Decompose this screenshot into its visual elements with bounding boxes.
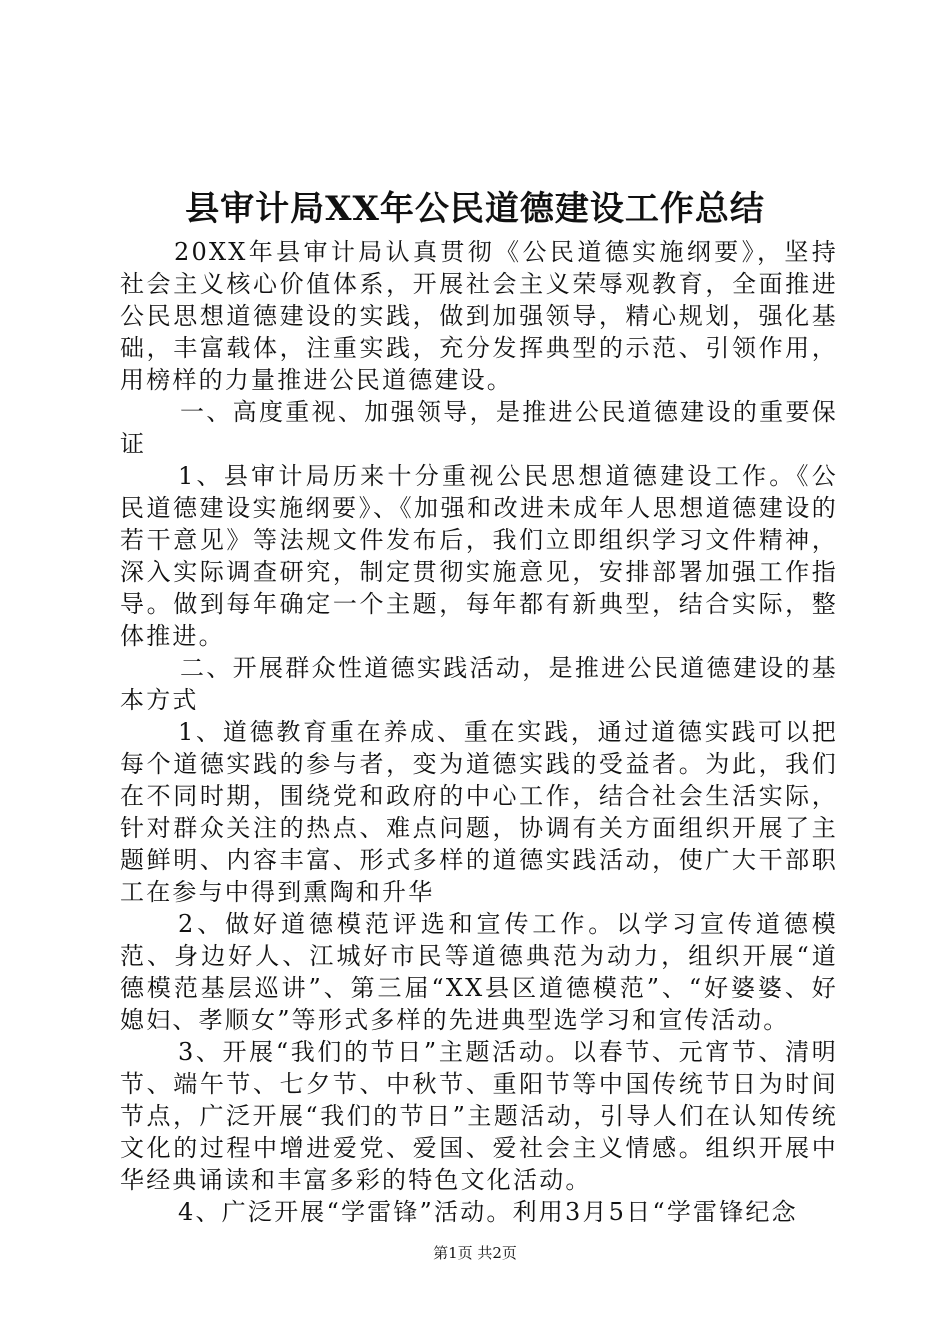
section-2-item-4: 4、广泛开展“学雷锋”活动。利用3月5日“学雷锋纪念 [178, 1198, 798, 1226]
section-heading-2: 二、开展群众性道德实践活动，是推进公民道德建设的基本方式 [120, 654, 838, 714]
section-2-item-3: 3、开展“我们的节日”主题活动。以春节、元宵节、清明节、端午节、七夕节、中秋节、重阳节等中国传统节日为时间节点，广泛开展“我们的节日”主题活动，引导人们在认知传统文化的过程中增进爱党、爱国、爱社会主义情感。组织开展中华经典诵读和丰富多彩的特色文化活动。 [120, 1038, 838, 1194]
document-title: 县审计局XX年公民道德建设工作总结 [185, 189, 765, 229]
section-2-item-2: 2、做好道德模范评选和宣传工作。以学习宣传道德模范、身边好人、江城好市民等道德典范为动力，组织开展“道德模范基层巡讲”、第三届“XX县区道德模范”、“好婆婆、好媳妇、孝顺女”等形式多样的先进典型选学习和宣传活动。 [120, 910, 838, 1034]
section-heading-1: 一、高度重视、加强领导，是推进公民道德建设的重要保证 [120, 398, 838, 458]
section-2-item-1: 1、道德教育重在养成、重在实践，通过道德实践可以把每个道德实践的参与者，变为道德实践的受益者。为此，我们在不同时期，围绕党和政府的中心工作，结合社会生活实际，针对群众关注的热点、难点问题，协调有关方面组织开展了主题鲜明、内容丰富、形式多样的道德实践活动，使广大干部职工在参与中得到熏陶和升华 [120, 718, 838, 906]
page-footer: 第1页 共2页 [433, 1244, 517, 1262]
intro-paragraph: 20XX年县审计局认真贯彻《公民道德实施纲要》，坚持社会主义核心价值体系，开展社会主义荣辱观教育，全面推进公民思想道德建设的实践，做到加强领导，精心规划，强化基础，丰富载体，注重实践，充分发挥典型的示范、引领作用，用榜样的力量推进公民道德建设。 [120, 238, 838, 394]
document-body [120, 236, 838, 1228]
section-1-item-1: 1、县审计局历来十分重视公民思想道德建设工作。《公民道德建设实施纲要》、《加强和改进未成年人思想道德建设的若干意见》等法规文件发布后，我们立即组织学习文件精神，深入实际调查研究，制定贯彻实施意见，安排部署加强工作指导。做到每年确定一个主题，每年都有新典型，结合实际，整体推进。 [120, 462, 838, 650]
